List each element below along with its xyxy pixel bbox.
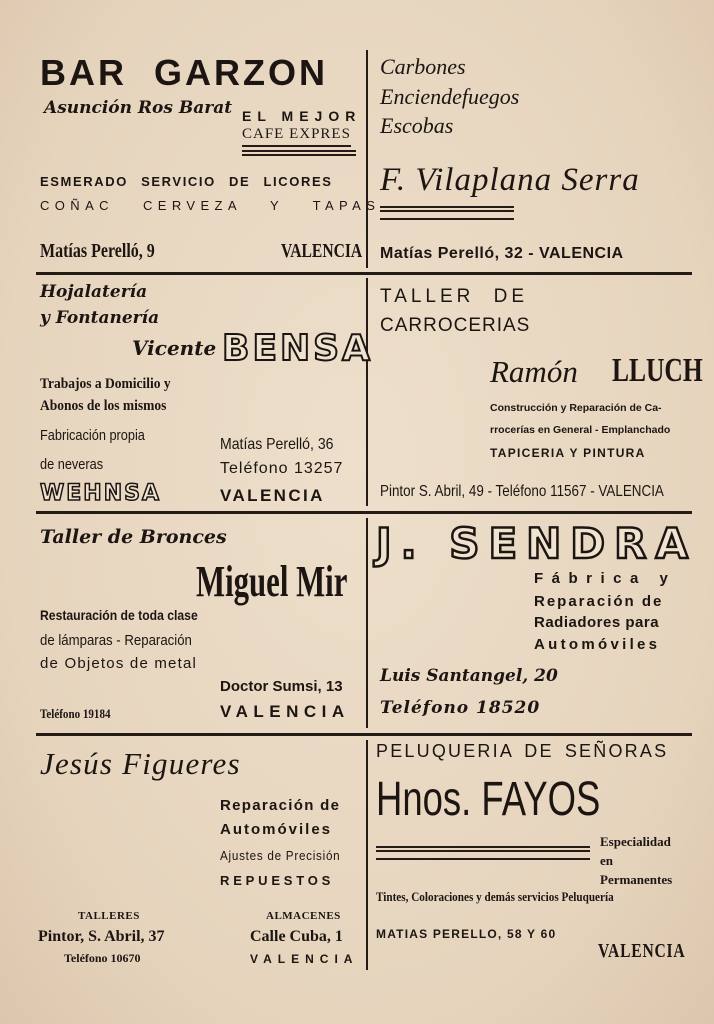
garzon-rule bbox=[242, 150, 356, 156]
figueres-name: Jesús Figueres bbox=[40, 746, 241, 781]
mir-text-2: de lámparas - Reparación bbox=[40, 632, 192, 649]
fayos-city: VALENCIA bbox=[598, 940, 686, 962]
store-address: Calle Cuba, 1 bbox=[250, 928, 343, 945]
mir-text-3: de Objetos de metal bbox=[40, 655, 198, 672]
workshop-label: TALLERES bbox=[78, 910, 140, 922]
column-divider-row1 bbox=[366, 50, 368, 268]
column-divider-row2 bbox=[366, 278, 368, 506]
sendra-phone: Teléfono 18520 bbox=[380, 698, 541, 718]
mir-city: VALENCIA bbox=[220, 702, 350, 721]
bensa-text-2: Abonos de los mismos bbox=[40, 398, 167, 414]
wehnsa-brand: WEHNSA bbox=[40, 481, 161, 506]
vilaplana-rule bbox=[380, 206, 514, 220]
fayos-title: PELUQUERIA DE SEÑORAS bbox=[376, 741, 669, 761]
product-carbones: Carbones bbox=[380, 54, 466, 79]
lluch-surname: LLUCH bbox=[612, 352, 703, 389]
lluch-text-1: Construcción y Reparación de Ca- bbox=[490, 402, 662, 414]
bensa-trade-1: Hojalatería bbox=[40, 282, 148, 302]
sendra-text-2: Reparación de bbox=[534, 593, 664, 610]
lluch-title-2: CARROCERIAS bbox=[380, 315, 531, 336]
slogan-best: EL MEJOR bbox=[242, 108, 362, 124]
bensa-text-4: de neveras bbox=[40, 456, 104, 473]
bensa-trade-2: y Fontanería bbox=[40, 308, 160, 328]
product-escobas: Escobas bbox=[380, 113, 454, 138]
bensa-surname: BENSA bbox=[222, 328, 373, 369]
bronces-title: Taller de Bronces bbox=[40, 526, 227, 548]
lluch-text-2: rrocerías en General - Emplanchado bbox=[490, 424, 671, 436]
lluch-address: Pintor S. Abril, 49 - Teléfono 11567 - VALENCIA bbox=[380, 483, 664, 500]
column-divider-row4 bbox=[366, 740, 368, 970]
garzon-drinks-line: COÑAC CERVEZA Y TAPAS bbox=[40, 198, 381, 213]
sendra-text-4: Automóviles bbox=[534, 636, 661, 653]
bensa-text-3: Fabricación propia bbox=[40, 427, 145, 444]
bar-garzon-title: BAR GARZON bbox=[40, 52, 328, 93]
garzon-service-line: ESMERADO SERVICIO DE LICORES bbox=[40, 174, 333, 189]
slogan-cafe: CAFE EXPRES bbox=[242, 126, 351, 147]
vilaplana-name: F. Vilaplana Serra bbox=[380, 162, 640, 198]
mir-phone: Teléfono 19184 bbox=[40, 706, 111, 721]
workshop-address: Pintor, S. Abril, 37 bbox=[38, 928, 165, 945]
figueres-city: VALENCIA bbox=[250, 952, 359, 966]
vilaplana-address: Matías Perelló, 32 - VALENCIA bbox=[380, 245, 624, 262]
fayos-spec-1: Especialidad bbox=[600, 834, 671, 849]
garzon-city: VALENCIA bbox=[281, 240, 363, 262]
sendra-text-3: Radiadores para bbox=[534, 614, 660, 631]
sendra-name: J. SENDRA bbox=[376, 519, 698, 568]
column-divider-row3 bbox=[366, 518, 368, 728]
mir-address: Doctor Sumsi, 13 bbox=[220, 678, 343, 695]
fayos-address: MATIAS PERELLO, 58 Y 60 bbox=[376, 927, 557, 941]
row-divider-2 bbox=[36, 511, 692, 514]
row-divider-3 bbox=[36, 733, 692, 736]
bensa-city: VALENCIA bbox=[220, 486, 325, 505]
fayos-services: Tintes, Coloraciones y demás servicios Peluquería bbox=[376, 889, 614, 904]
product-enciendefuegos: Enciendefuegos bbox=[380, 84, 520, 109]
bensa-phone: Teléfono 13257 bbox=[220, 460, 344, 477]
figueres-text-2: Automóviles bbox=[220, 821, 333, 838]
bensa-text-1: Trabajos a Domicilio y bbox=[40, 376, 171, 392]
fayos-spec-3: Permanentes bbox=[600, 872, 673, 887]
row-divider-1 bbox=[36, 272, 692, 275]
figueres-text-3: Ajustes de Precisión bbox=[220, 848, 341, 863]
sendra-text-1: Fábrica y bbox=[534, 570, 677, 587]
bensa-address: Matías Perelló, 36 bbox=[220, 436, 334, 453]
sendra-address: Luis Santangel, 20 bbox=[380, 666, 558, 686]
garzon-address: Matías Perelló, 9 bbox=[40, 240, 155, 262]
workshop-phone: Teléfono 10670 bbox=[64, 951, 141, 965]
figueres-text-4: REPUESTOS bbox=[220, 873, 335, 888]
miguel-mir-name: Miguel Mir bbox=[196, 557, 348, 606]
lluch-first-name: Ramón bbox=[490, 354, 578, 389]
lluch-text-3: TAPICERIA Y PINTURA bbox=[490, 446, 646, 460]
mir-text-1: Restauración de toda clase bbox=[40, 607, 198, 623]
figueres-text-1: Reparación de bbox=[220, 797, 341, 814]
store-label: ALMACENES bbox=[266, 910, 341, 922]
bar-garzon-owner: Asunción Ros Barat bbox=[44, 98, 233, 118]
fayos-spec-2: en bbox=[600, 853, 613, 868]
bensa-first-name: Vicente bbox=[132, 336, 217, 360]
lluch-title-1: TALLER DE bbox=[380, 286, 529, 307]
fayos-rule bbox=[376, 846, 590, 860]
fayos-name: Hnos. FAYOS bbox=[376, 773, 601, 826]
